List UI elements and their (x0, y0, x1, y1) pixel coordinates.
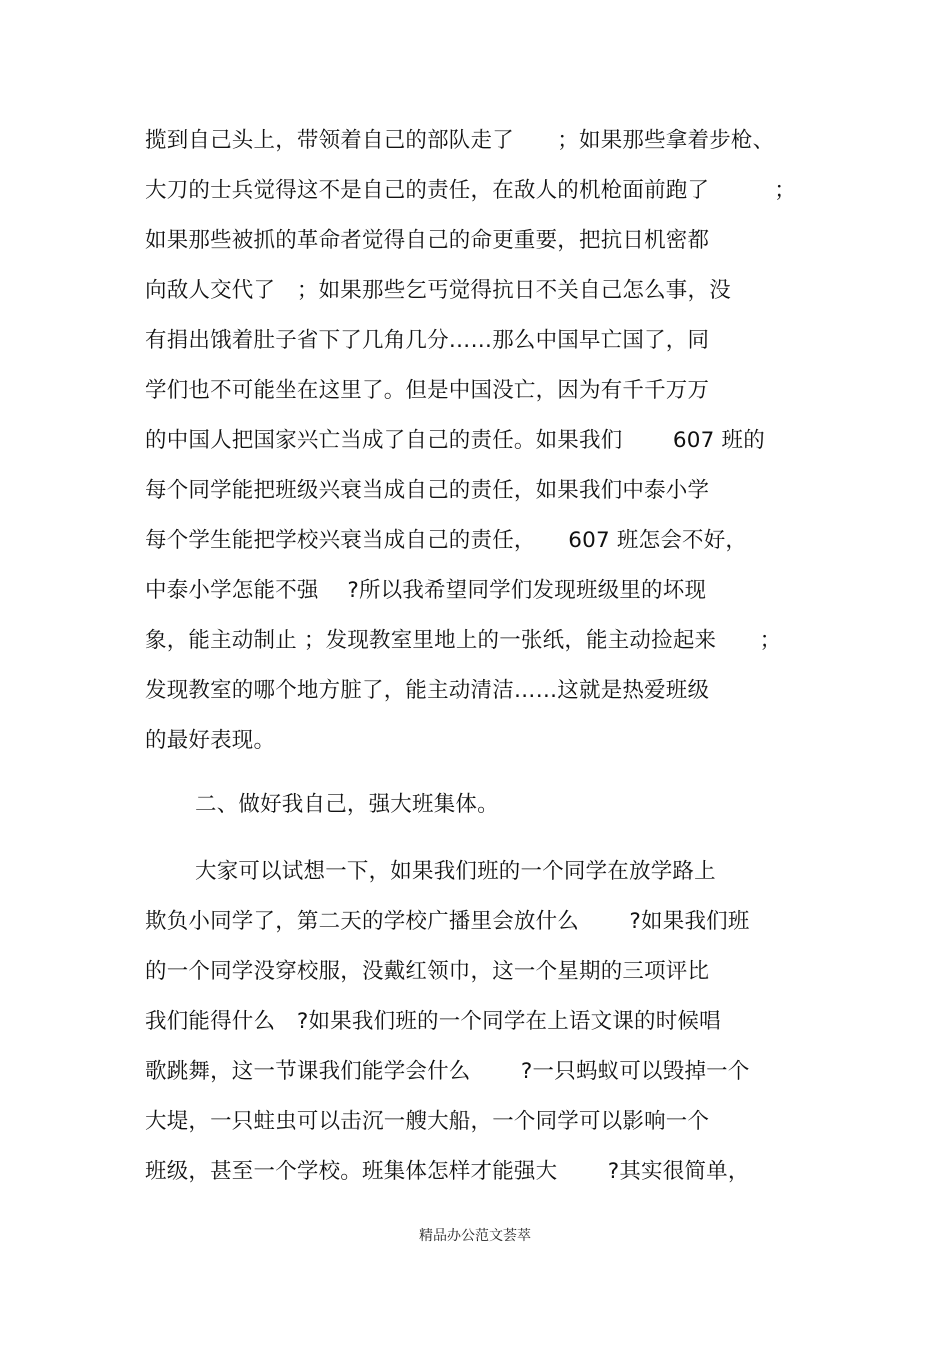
text-line: 我们能得什么 ?如果我们班的一个同学在上语文课的时候唱 (145, 1009, 721, 1034)
section-heading: 二、做好我自己，强大班集体。 (195, 792, 499, 817)
text-line: 大堤，一只蛀虫可以击沉一艘大船，一个同学可以影响一个 (145, 1109, 710, 1134)
text-line: 大家可以试想一下，如果我们班的一个同学在放学路上 (195, 859, 716, 884)
text-line: 有捐出饿着肚子省下了几角几分……那么中国早亡国了，同 (145, 328, 710, 353)
text-line: 班级，甚至一个学校。班集体怎样才能强大 ?其实很简单， (145, 1159, 750, 1184)
text-line: 每个学生能把学校兴衰当成自己的责任， 607 班怎会不好， (145, 528, 748, 553)
text-line: 向敌人交代了 ；如果那些乞丐觉得抗日不关自己怎么事，没 (145, 278, 731, 303)
text-line: 揽到自己头上，带领着自己的部队走了 ；如果那些拿着步枪、 (145, 128, 775, 153)
text-line: 每个同学能把班级兴衰当成自己的责任，如果我们中泰小学 (145, 478, 710, 503)
text-line: 歌跳舞，这一节课我们能学会什么 ?一只蚂蚁可以毁掉一个 (145, 1059, 750, 1084)
text-line: 的一个同学没穿校服，没戴红领巾，这一个星期的三项评比 (145, 959, 710, 984)
page-footer: 精品办公范文荟萃 (419, 1228, 531, 1244)
text-line: 欺负小同学了，第二天的学校广播里会放什么 ?如果我们班 (145, 909, 750, 934)
text-line: 如果那些被抓的革命者觉得自己的命更重要，把抗日机密都 (145, 228, 710, 253)
text-line: 的最好表现。 (145, 728, 276, 753)
text-line: 学们也不可能坐在这里了。但是中国没亡，因为有千千万万 (145, 378, 710, 403)
text-line: 象，能主动制止 ；发现教室里地上的一张纸，能主动捡起来 ； (145, 628, 782, 653)
text-line: 大刀的士兵觉得这不是自己的责任，在敌人的机枪面前跑了 ； (145, 178, 797, 203)
text-line: 发现教室的哪个地方脏了，能主动清洁……这就是热爱班级 (145, 678, 710, 703)
text-line: 的中国人把国家兴亡当成了自己的责任。如果我们 607 班的 (145, 428, 765, 453)
text-line: 中泰小学怎能不强 ?所以我希望同学们发现班级里的坏现 (145, 578, 707, 603)
